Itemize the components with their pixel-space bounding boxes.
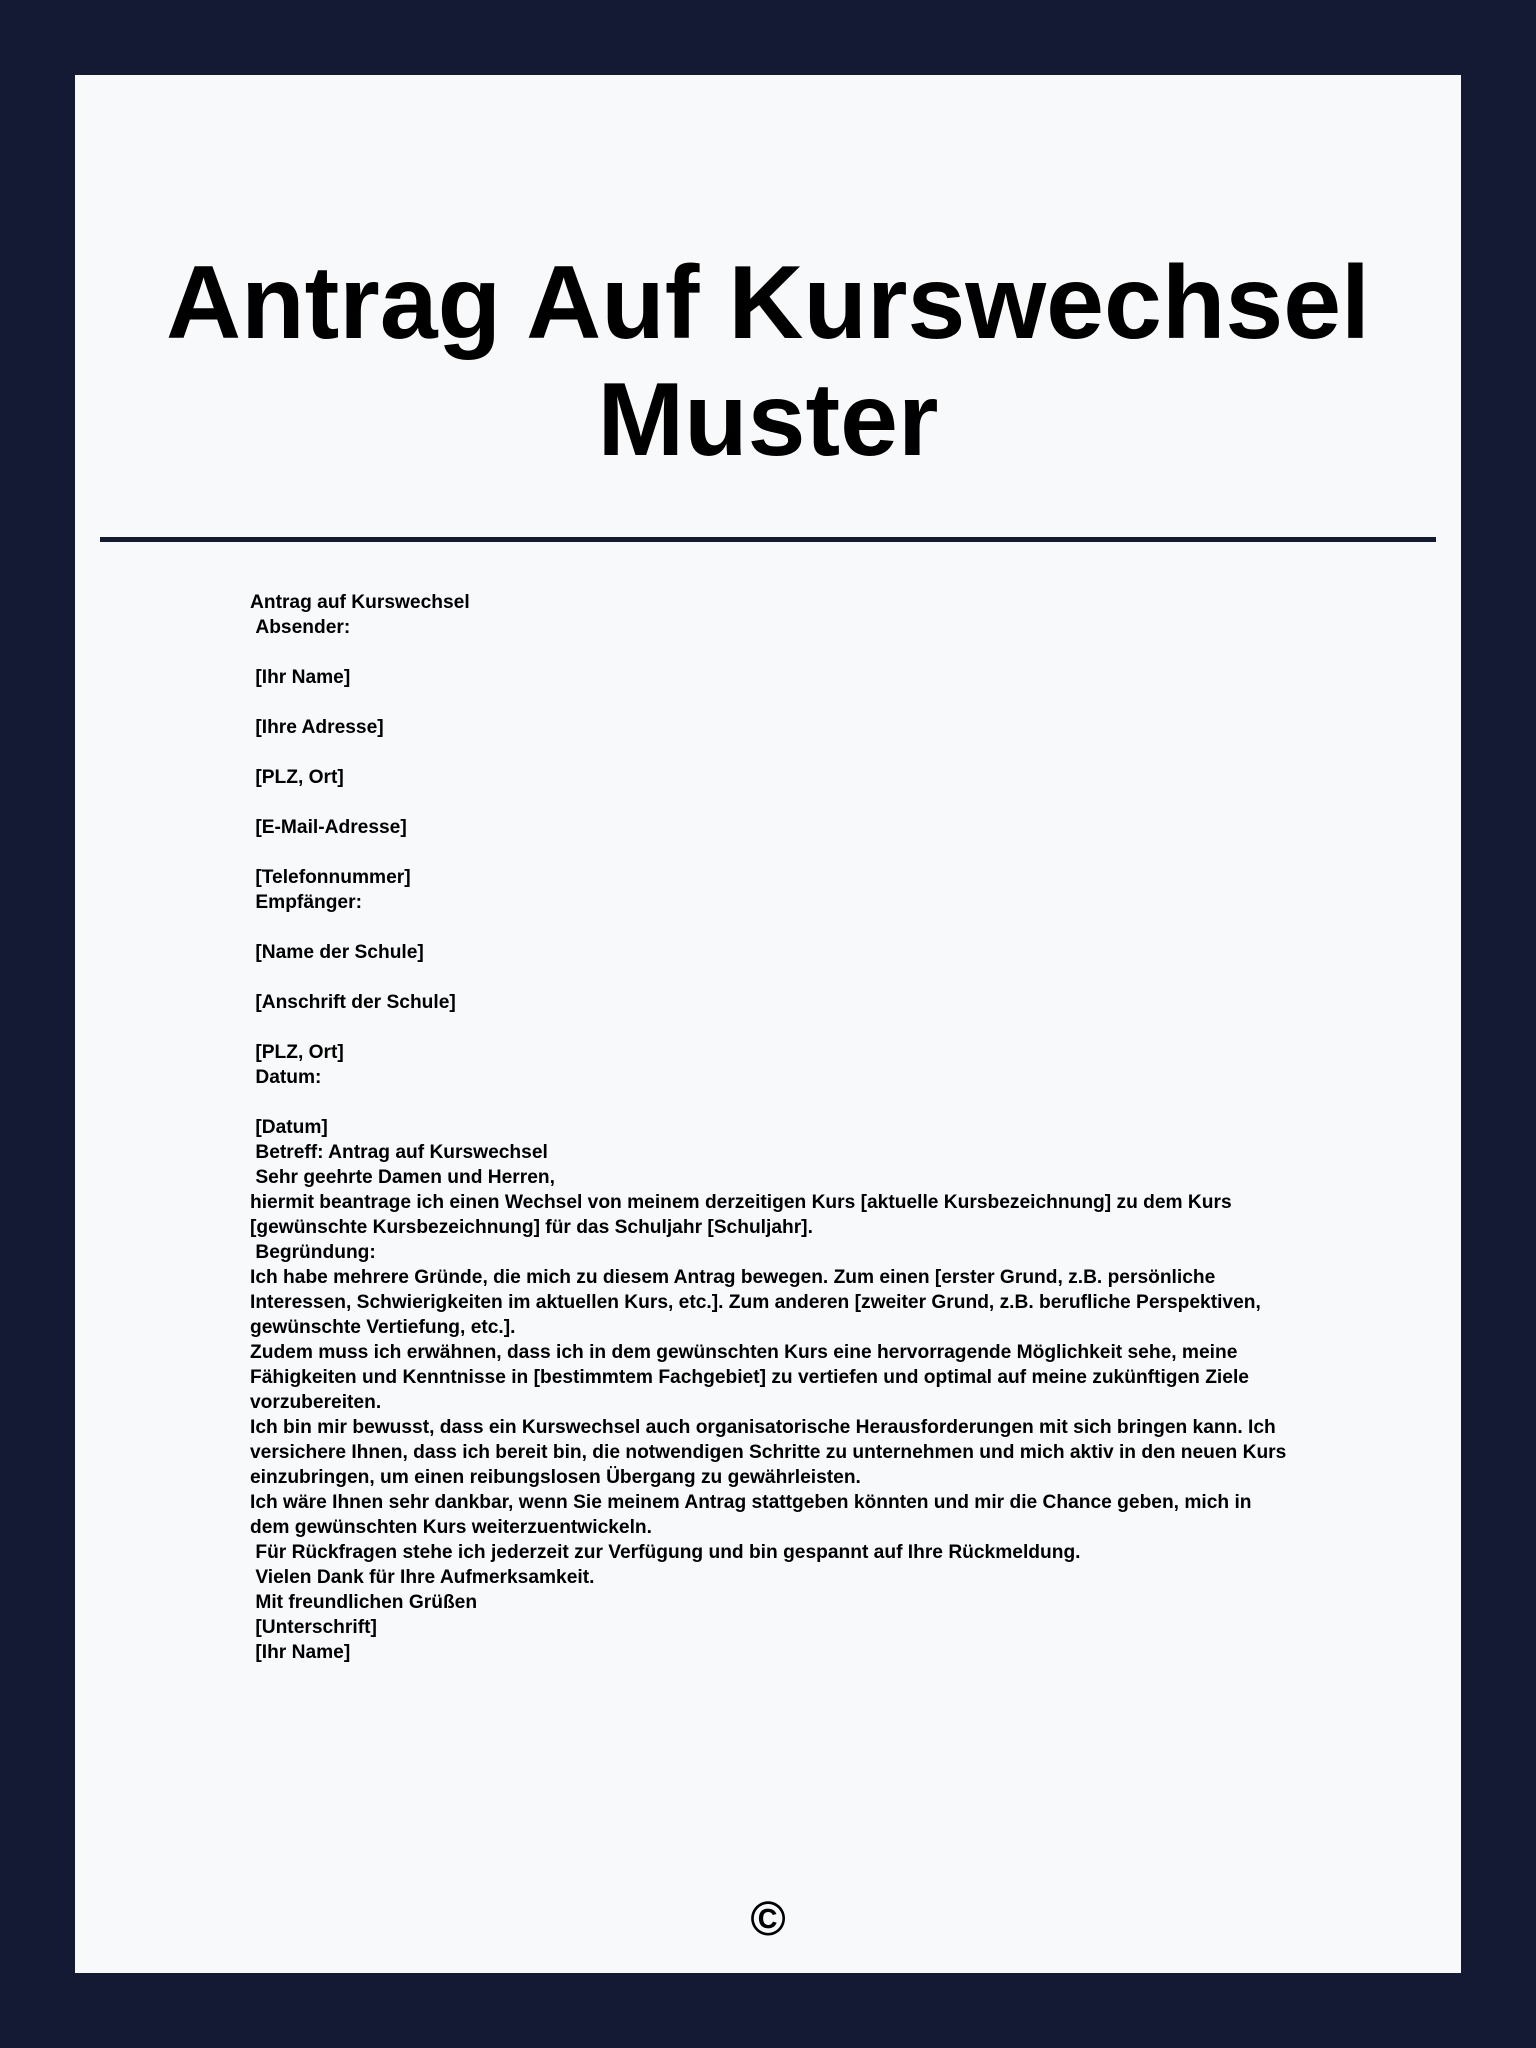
- letter-line: [Unterschrift]: [250, 1617, 377, 1638]
- letter-line: [250, 690, 1295, 715]
- letter-line: [Anschrift der Schule]: [250, 992, 456, 1013]
- letter-line: [250, 1090, 1295, 1115]
- letter-line: hiermit beantrage ich einen Wechsel von meinem derzeitigen Kurs [aktuelle Kursbezeichnung] zu dem Kurs [gewünschte Kursbezeichnung] für das Schuljahr [Schuljahr].: [250, 1192, 1237, 1238]
- letter-line: Absender:: [250, 617, 351, 638]
- title-divider: [100, 537, 1436, 542]
- letter-line: [PLZ, Ort]: [250, 1042, 344, 1063]
- letter-line: [250, 790, 1295, 815]
- letter-line: Zudem muss ich erwähnen, dass ich in dem gewünschten Kurs eine hervorragende Möglichkeit sehe, meine Fähigkeiten und Kenntnisse in [bestimmtem Fachgebiet] zu vertiefen und optimal auf meine zukünftigen Ziele vorzubereiten.: [250, 1342, 1255, 1413]
- letter-line: [Name der Schule]: [250, 942, 424, 963]
- letter-line: Ich wäre Ihnen sehr dankbar, wenn Sie meinem Antrag stattgeben könnten und mir die Chance geben, mich in dem gewünschten Kurs weiterzuentwickeln.: [250, 1492, 1257, 1538]
- letter-line: [Telefonnummer]: [250, 867, 411, 888]
- document-title: [75, 245, 1461, 479]
- letter-line: Betreff: Antrag auf Kurswechsel: [250, 1142, 548, 1163]
- letter-line: Antrag auf Kurswechsel: [250, 592, 470, 613]
- letter-line: Für Rückfragen stehe ich jederzeit zur Verfügung und bin gespannt auf Ihre Rückmeldung.: [250, 1542, 1081, 1563]
- letter-line: [E-Mail-Adresse]: [250, 817, 407, 838]
- letter-line: [Ihr Name]: [250, 1642, 351, 1663]
- letter-line: [250, 915, 1295, 940]
- document-page: [75, 75, 1461, 1973]
- letter-line: Begründung:: [250, 1242, 376, 1263]
- letter-line: [Ihre Adresse]: [250, 717, 384, 738]
- letter-line: Ich habe mehrere Gründe, die mich zu diesem Antrag bewegen. Zum einen [erster Grund, z.B. persönliche Interessen, Schwierigkeiten im aktuellen Kurs, etc.]. Zum anderen [zweiter Grund, z.B. berufliche Perspektiven, gewünschte Vertiefung, etc.].: [250, 1267, 1267, 1338]
- letter-line: [250, 1015, 1295, 1040]
- letter-line: Empfänger:: [250, 892, 362, 913]
- letter-line: Vielen Dank für Ihre Aufmerksamkeit.: [250, 1567, 595, 1588]
- letter-line: [250, 640, 1295, 665]
- letter-line: Sehr geehrte Damen und Herren,: [250, 1167, 555, 1188]
- letter-line: [250, 965, 1295, 990]
- letter-line: Ich bin mir bewusst, dass ein Kurswechsel auch organisatorische Herausforderungen mit sich bringen kann. Ich versichere Ihnen, dass ich bereit bin, die notwendigen Schritte zu unternehmen und mich aktiv in den neuen Kurs einzubringen, um einen reibungslosen Übergang zu gewährleisten.: [250, 1417, 1292, 1488]
- letter-line: Mit freundlichen Grüßen: [250, 1592, 478, 1613]
- document-title-line-2: Muster: [597, 362, 939, 478]
- copyright-symbol: ©: [750, 1893, 786, 1946]
- document-title-line-1: Antrag Auf Kurswechsel: [166, 245, 1370, 361]
- letter-line: [250, 840, 1295, 865]
- letter-line: [250, 740, 1295, 765]
- letter-line: [Datum]: [250, 1117, 328, 1138]
- letter-body: [250, 590, 1295, 1665]
- letter-line: [Ihr Name]: [250, 667, 351, 688]
- letter-line: Datum:: [250, 1067, 322, 1088]
- letter-line: [PLZ, Ort]: [250, 767, 344, 788]
